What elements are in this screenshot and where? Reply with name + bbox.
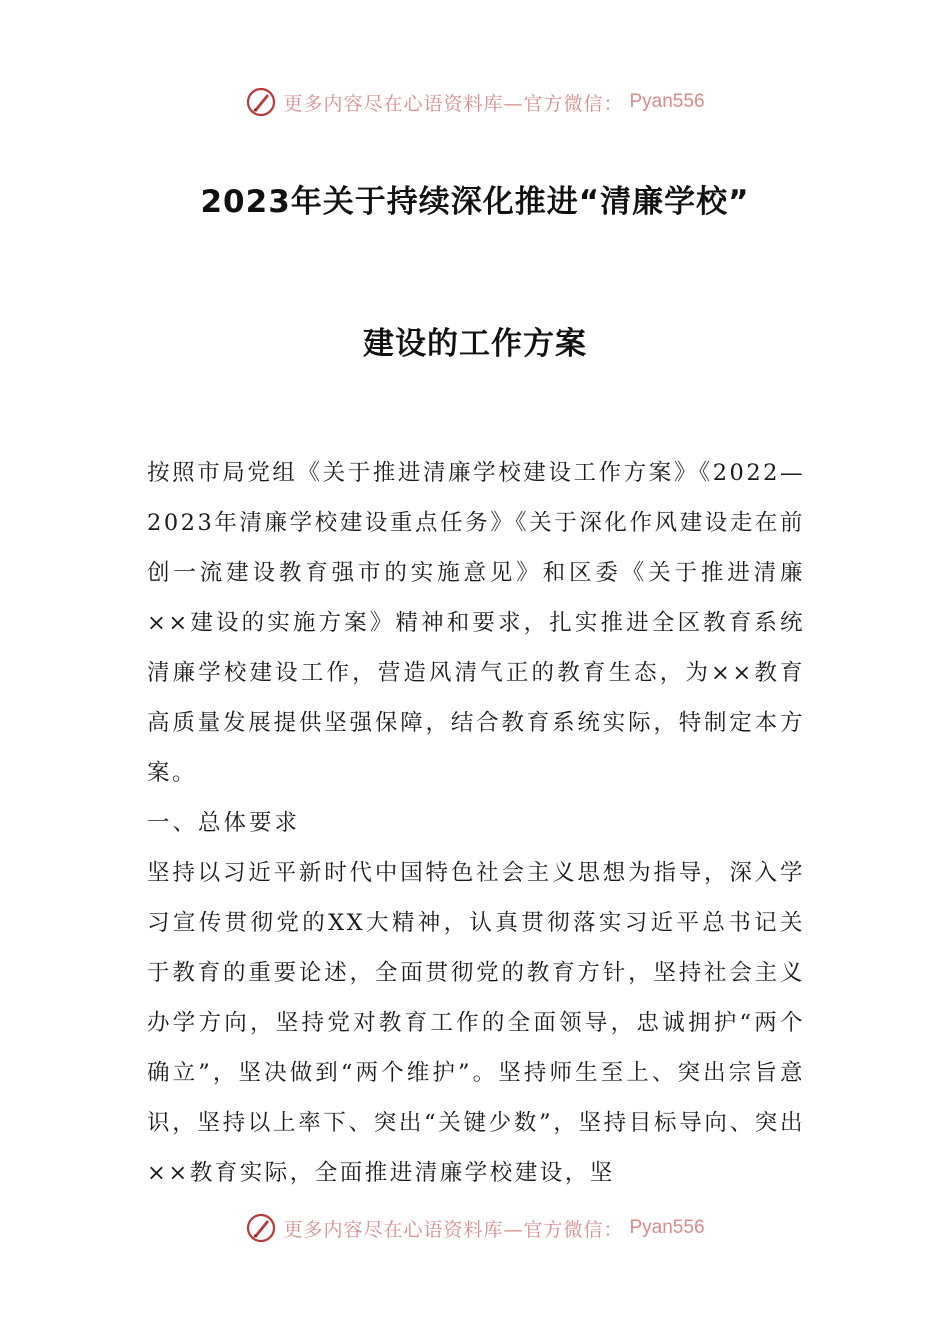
section-heading: 一、总体要求 (147, 810, 301, 836)
watermark-wechat-id: Pyan556 (629, 1217, 705, 1238)
quill-logo-icon (245, 86, 277, 118)
intro-paragraph: 按照市局党组《关于推进清廉学校建设工作方案》《2022—2023年清廉学校建设重点任务》《关于深化作风建设走在前创一流建设教育强市的实施意见》和区委《关于推进清廉××建设的实施方案》精神和要求，扎实推进全区教育系统清廉学校建设工作，营造风清气正的教育生态，为××教育高质量发展提供坚强保障，结合教育系统实际，特制定本方案。 (147, 460, 805, 786)
document-body (147, 448, 805, 1198)
section-paragraph: 坚持以习近平新时代中国特色社会主义思想为指导，深入学习宣传贯彻党的XX大精神，认真贯彻落实习近平总书记关于教育的重要论述，全面贯彻党的教育方针，坚持社会主义办学方向，坚持党对教育工作的全面领导，忠诚拥护“两个确立”，坚决做到“两个维护”。坚持师生至上、突出宗旨意识，坚持以上率下、突出“关键少数”，坚持目标导向、突出××教育实际，全面推进清廉学校建设，坚 (147, 860, 805, 1186)
watermark-text: 更多内容尽在心语资料库—官方微信： (283, 92, 624, 115)
quill-logo-icon (245, 1212, 277, 1244)
watermark-text: 更多内容尽在心语资料库—官方微信： (283, 1218, 624, 1241)
watermark-wechat-id: Pyan556 (629, 91, 705, 112)
document-title-line-1: 2023年关于持续深化推进“清廉学校” (200, 184, 750, 220)
footer-watermark (0, 1212, 950, 1244)
document-title-line-2: 建设的工作方案 (363, 326, 587, 362)
header-watermark (0, 86, 950, 118)
